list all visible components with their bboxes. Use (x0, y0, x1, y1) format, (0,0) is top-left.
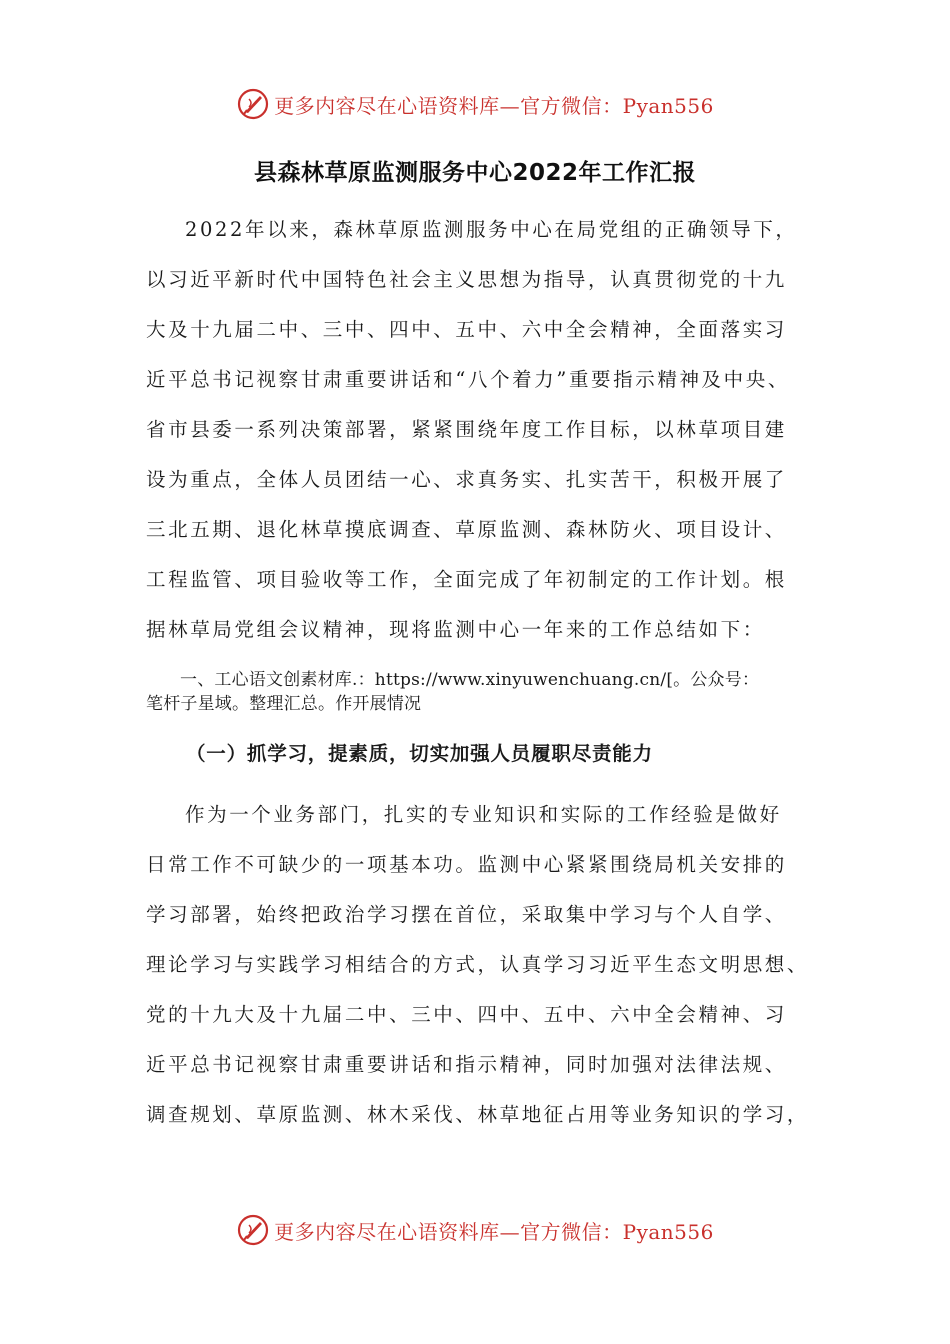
paragraph-line: 近平总书记视察甘肃重要讲话和“八个着力”重要指示精神及中央、 (146, 368, 790, 391)
paragraph-line: 大及十九届二中、三中、四中、五中、六中全会精神，全面落实习 (146, 318, 787, 341)
quill-logo-icon (236, 87, 270, 121)
paragraph-line: 工程监管、项目验收等工作，全面完成了年初制定的工作计划。根 (146, 568, 787, 591)
paragraph-line: 作为一个业务部门，扎实的专业知识和实际的工作经验是做好 (185, 803, 782, 826)
section-heading (146, 668, 826, 716)
watermark-text: 更多内容尽在心语资料库—官方微信：Pyan556 (274, 1219, 714, 1244)
paragraph-line: 调查规划、草原监测、林木采伐、林草地征占用等业务知识的学习， (146, 1103, 810, 1126)
paragraph-line: 学习部署，始终把政治学习摆在首位，采取集中学习与个人自学、 (146, 903, 787, 926)
paragraph-line: 近平总书记视察甘肃重要讲话和指示精神，同时加强对法律法规、 (146, 1053, 787, 1076)
watermark-text: 更多内容尽在心语资料库—官方微信：Pyan556 (274, 93, 714, 118)
document-title: 县森林草原监测服务中心2022年工作汇报 (253, 160, 696, 186)
paragraph-line: 省市县委一系列决策部署，紧紧围绕年度工作目标，以林草项目建 (146, 418, 787, 441)
body-paragraph (146, 790, 826, 1140)
intro-paragraph (146, 205, 826, 655)
subheading: （一）抓学习，提素质，切实加强人员履职尽责能力 (186, 742, 653, 765)
paragraph-line: 三北五期、退化林草摸底调查、草原监测、森林防火、项目设计、 (146, 518, 787, 541)
paragraph-line: 2022年以来，森林草原监测服务中心在局党组的正确领导下， (185, 218, 798, 241)
paragraph-line: 据林草局党组会议精神，现将监测中心一年来的工作总结如下： (146, 618, 765, 641)
paragraph-line: 日常工作不可缺少的一项基本功。监测中心紧紧围绕局机关安排的 (146, 853, 787, 876)
paragraph-line: 以习近平新时代中国特色社会主义思想为指导，认真贯彻党的十九 (146, 268, 787, 291)
header-watermark-banner (0, 84, 950, 124)
paragraph-line: 设为重点，全体人员团结一心、求真务实、扎实苦干，积极开展了 (146, 468, 787, 491)
quill-logo-icon (236, 1213, 270, 1247)
section-heading-line: 笔杆子星域。整理汇总。作开展情况 (146, 694, 422, 714)
paragraph-line: 党的十九大及十九届二中、三中、四中、五中、六中全会精神、习 (146, 1003, 787, 1026)
footer-watermark-banner (0, 1210, 950, 1250)
paragraph-line: 理论学习与实践学习相结合的方式，认真学习习近平生态文明思想、 (146, 953, 810, 976)
section-heading-line: 一、工心语文创素材库.：https://www.xinyuwenchuang.cn/[。公众号： (180, 670, 760, 690)
